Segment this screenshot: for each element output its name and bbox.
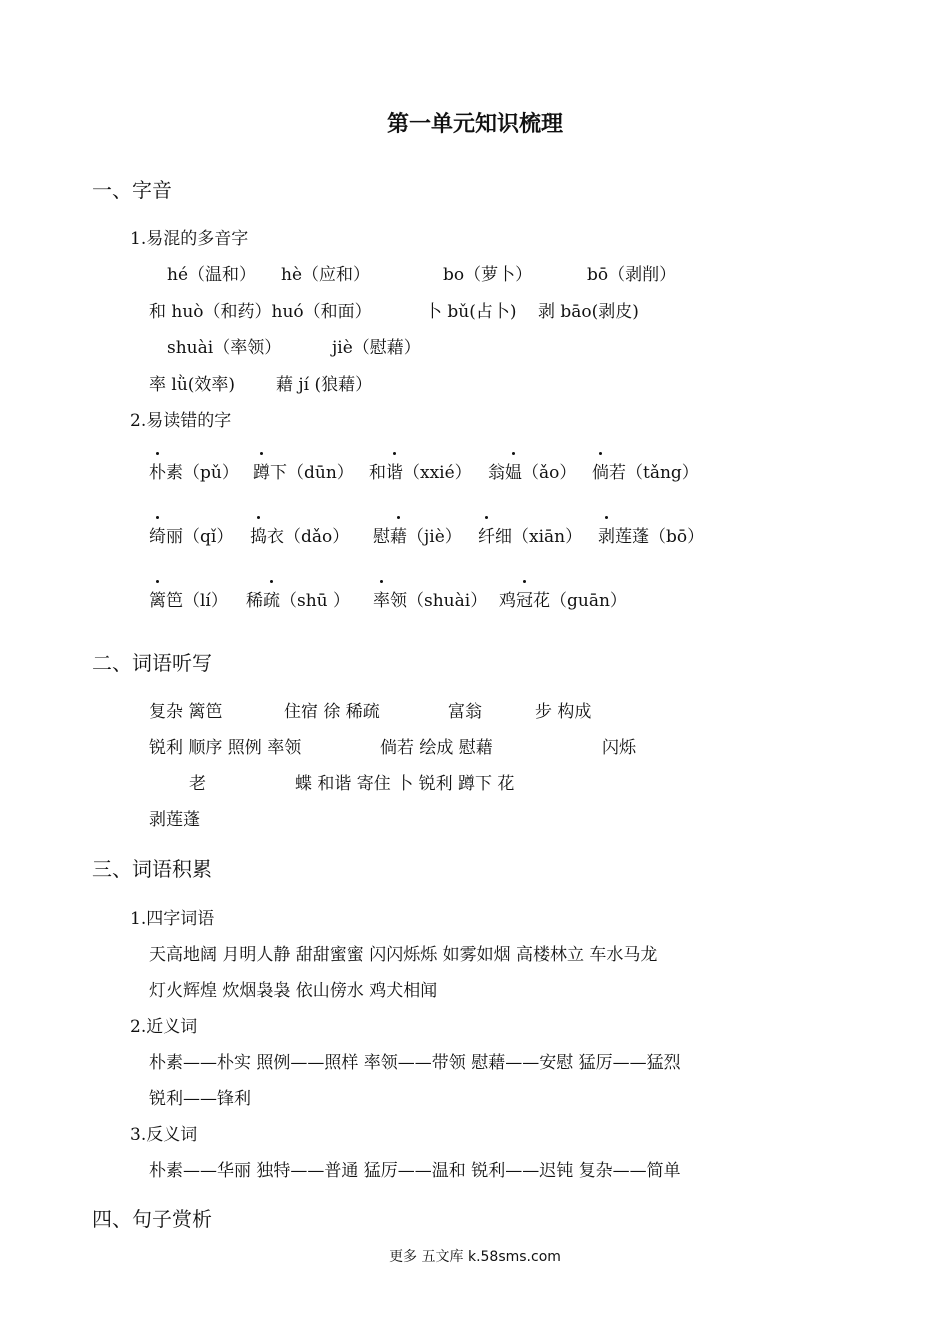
misread-word: 朴素（pǔ） — [149, 458, 239, 483]
idiom-list: 天高地阔 月明人静 甜甜蜜蜜 闪闪烁烁 如雾如烟 高楼林立 车水马龙 — [149, 945, 658, 965]
misread-word: 纤细（xiān） — [478, 522, 582, 547]
dictation-words: 闪烁 — [602, 738, 636, 758]
section-heading-sentence-analysis: 四、句子赏析 — [92, 1207, 212, 1231]
polyphone-text: 和 huò（和药）huó（和面） — [149, 302, 372, 322]
footer-watermark: 更多 五文库 k.58sms.com — [389, 1249, 561, 1265]
section-heading-vocabulary: 三、词语积累 — [92, 857, 212, 881]
dictation-words: 住宿 徐 稀疏 — [284, 702, 380, 722]
section-heading-pronunciation: 一、字音 — [92, 178, 172, 202]
polyphone-text: 卜 bǔ(占卜) — [425, 302, 517, 322]
page-title: 第一单元知识梳理 — [386, 112, 563, 137]
polyphone-text: hé（温和） — [167, 265, 257, 285]
subheading-polyphones: 1.易混的多音字 — [130, 229, 249, 249]
polyphone-text: bo（萝卜） — [443, 265, 533, 285]
misread-word: 率领（shuài） — [373, 586, 487, 611]
dictation-words: 倘若 绘成 慰藉 — [380, 738, 493, 758]
subheading-idioms: 1.四字词语 — [130, 909, 215, 929]
antonym-list: 朴素——华丽 独特——普通 猛厉——温和 锐利——迟钝 复杂——简单 — [149, 1161, 681, 1181]
dictation-words: 蝶 和谐 寄住 卜 锐利 蹲下 花 — [295, 774, 515, 794]
misread-word: 和谐（xxié） — [369, 458, 472, 483]
polyphone-text: bō（剥削） — [587, 265, 677, 285]
misread-word: 慰藉（jiè） — [373, 522, 462, 547]
polyphone-text: 剥 bāo(剥皮) — [538, 302, 639, 322]
misread-word: 鸡冠花（guān） — [499, 586, 627, 611]
section-heading-dictation: 二、词语听写 — [92, 651, 212, 675]
misread-word: 倘若（tǎng） — [592, 458, 699, 483]
subheading-synonyms: 2.近义词 — [130, 1017, 198, 1037]
polyphone-text: 率 lǜ(效率) — [149, 375, 236, 395]
polyphone-text: 藉 jí (狼藉） — [276, 375, 373, 395]
synonym-list: 朴素——朴实 照例——照样 率领——带领 慰藉——安慰 猛厉——猛烈 — [149, 1053, 681, 1073]
misread-word: 剥莲蓬（bō） — [598, 522, 704, 547]
misread-word: 绮丽（qǐ） — [149, 522, 233, 547]
dictation-words: 剥莲蓬 — [149, 810, 200, 830]
subheading-misread-chars: 2.易读错的字 — [130, 411, 232, 431]
idiom-list: 灯火辉煌 炊烟袅袅 依山傍水 鸡犬相闻 — [149, 981, 438, 1001]
dictation-words: 步 构成 — [535, 702, 592, 722]
misread-word: 篱笆（lí） — [149, 586, 228, 611]
misread-word: 捣衣（dǎo） — [250, 522, 349, 547]
synonym-list: 锐利——锋利 — [149, 1089, 251, 1109]
dictation-words: 富翁 — [448, 702, 482, 722]
misread-word: 翁媪（ǎo） — [488, 458, 576, 483]
dictation-words: 复杂 篱笆 — [149, 702, 223, 722]
polyphone-text: shuài（率领） — [167, 338, 282, 358]
polyphone-text: jiè（慰藉） — [332, 338, 421, 358]
misread-word: 稀疏（shū ） — [246, 586, 350, 611]
dictation-words: 老 — [189, 774, 206, 794]
polyphone-text: hè（应和） — [281, 265, 371, 285]
subheading-antonyms: 3.反义词 — [130, 1125, 198, 1145]
misread-word: 蹲下（dūn） — [253, 458, 354, 483]
dictation-words: 锐利 顺序 照例 率领 — [149, 738, 302, 758]
